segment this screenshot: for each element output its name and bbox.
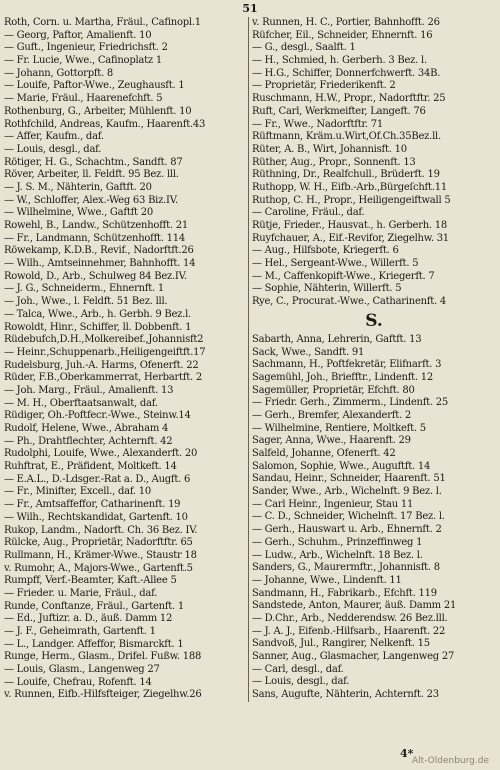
directory-entry: Sagemühl, Joh., Briefftr., Lindenft. 12 [252, 371, 434, 383]
directory-entry: — Friedr. Gerh., Zimmerm., Lindenft. 25 [252, 397, 449, 409]
signature-mark: 4* [400, 747, 414, 760]
directory-entry: Röver, Arbeiter, ll. Feldft. 95 Bez. lll. [4, 169, 179, 181]
directory-entry: Rüther, Aug., Propr., Sonnenft. 13 [252, 156, 416, 168]
directory-entry: — Louis, Glasm., Langenweg 27 [4, 664, 160, 676]
directory-entry: — Fr., Landmann, Schützenhofft. 114 [4, 232, 186, 244]
directory-entry: — C. D., Schneider, Wichelnft. 17 Bez. l. [252, 511, 445, 523]
directory-entry: — Frieder. u. Marie, Fräul., daf. [4, 587, 158, 599]
directory-entry: — Sophie, Nähterin, Willerft. 5 [252, 283, 402, 295]
directory-entry: — Joh. Marg., Fräul., Amalienft. 13 [4, 384, 174, 396]
directory-entry: — Ed., Juftizr. a. D., äuß. Damm 12 [4, 613, 173, 625]
directory-entry: Rudolphi, Louife, Wwe., Alexanderft. 20 [4, 448, 198, 460]
right-column-r-entries [252, 17, 496, 309]
directory-entry: — G., desgl., Saalft. 1 [252, 42, 356, 54]
directory-entry: Sachmann, H., Poftfekretär, Elifnarft. 3 [252, 359, 442, 371]
directory-entry: — Carl, desgl., daf. [252, 663, 344, 675]
directory-entry: — J. G., Schneiderm., Ehnernft. 1 [4, 283, 165, 295]
directory-entry: Sandvoß, Jul., Rangirer, Nelkenft. 15 [252, 638, 430, 650]
directory-entry: Sagemüller, Proprietär, Efchft. 80 [252, 384, 415, 396]
directory-entry: — J. F., Geheimrath, Gartenft. 1 [4, 626, 156, 637]
directory-entry: — Fr., Minifter, Excell., daf. 10 [4, 486, 152, 498]
directory-entry: — Johanne, Wwe., Lindenft. 11 [252, 574, 402, 586]
directory-entry: — Fr., Amtsaffeffor, Catharinenft. 19 [4, 499, 181, 511]
directory-entry: — Louis, desgl., daf. [4, 143, 102, 155]
directory-entry: — Hel., Sergeant-Wwe., Willerft. 5 [252, 258, 419, 270]
directory-entry: Rüdiger, Oh.-Poftfecr.-Wwe., Steinw.14 [4, 410, 191, 422]
directory-entry: Rye, C., Procurat.-Wwe., Catharinenft. 4 [252, 296, 446, 308]
directory-entry: — Georg, Paftor, Amalienft. 10 [4, 29, 152, 41]
directory-entry: Rüter, A. B., Wirt, Johannisft. 10 [252, 143, 407, 155]
directory-entry: Sandau, Heinr., Schneider, Haarenft. 51 [252, 473, 446, 485]
directory-entry: Runge, Herm., Glasm., Drifel. Fußw. 188 [4, 651, 202, 663]
directory-entry: — Wilh., Rechtskandidat, Gartenft. 10 [4, 511, 188, 523]
directory-entry: — Talca, Wwe., Arb., h. Gerbh. 9 Bez.l. [4, 308, 191, 320]
directory-entry: Rowehl, B., Landw., Schützenhofft. 21 [4, 220, 188, 231]
directory-entry: Ruft, Carl, Werkmeifter, Langeft. 76 [252, 105, 426, 117]
directory-entry: Rothfchild, Andreas, Kaufm., Haarenft.43 [4, 118, 206, 130]
directory-entry: Rudolf, Helene, Wwe., Abraham 4 [4, 423, 169, 434]
directory-entry: — Joh., Wwe., l. Feldft. 51 Bez. lll. [4, 296, 168, 308]
directory-entry: — E.A.L., D.-Ldsger.-Rat a. D., Augft. 6 [4, 473, 191, 485]
directory-entry: — Gerh., Hauswart u. Arb., Ehnernft. 2 [252, 524, 442, 536]
directory-entry: Rüthning, Dr., Realfchull., Brüderft. 19 [252, 169, 440, 181]
directory-entry: — W., Schloffer, Alex.-Weg 63 Biz.IV. [4, 194, 178, 206]
directory-entry: Rullmann, H., Krämer-Wwe., Staustr 18 [4, 549, 197, 561]
directory-entry: — Fr., Wwe., Nadorftftr. 71 [252, 118, 383, 130]
directory-entry: Rüdebufch,D.H.,Molkereibef.,Johannisft2 [4, 334, 204, 346]
directory-entry: Röwekamp, K.D.B., Revif., Nadorftft.26 [4, 245, 194, 257]
directory-entry: Runde, Conftanze, Fräul., Gartenft. 1 [4, 600, 185, 612]
page-number: 51 [242, 2, 258, 15]
directory-entry: — Ludw., Arb., Wichelnft. 18 Bez. l. [252, 549, 423, 561]
directory-entry: — Louife, Chefrau, Rofenft. 14 [4, 676, 152, 688]
directory-entry: Sanders, G., Maurermftr., Johannisft. 8 [252, 562, 440, 574]
directory-entry: — Affer, Kaufm., daf. [4, 131, 104, 143]
left-column [4, 17, 249, 702]
directory-entry: Ruyfchauer, A., Eif.-Revifor, Ziegelhw. 31 [252, 232, 449, 244]
directory-entry: — Marie, Fräul., Haarenefchft. 5 [4, 93, 163, 105]
directory-entry: v. Rumohr, A., Majors-Wwe., Gartenft.5 [4, 562, 193, 574]
directory-entry: — J. S. M., Nähterin, Gaftft. 20 [4, 181, 152, 193]
directory-entry: Rüfcher, Eil., Schneider, Ehnernft. 16 [252, 29, 433, 41]
directory-entry: Rötiger, H. G., Schachtm., Sandft. 87 [4, 156, 183, 168]
directory-entry: — H., Schmied, h. Gerberh. 3 Bez. l. [252, 55, 427, 67]
directory-entry: — Wilhelmine, Rentiere, Moltkeft. 5 [252, 422, 426, 434]
directory-entry: — Guft., Ingenieur, Friedrichsft. 2 [4, 42, 168, 54]
directory-entry: Ruhftrat, E., Präfident, Moltkeft. 14 [4, 461, 177, 473]
directory-entry: Rukop, Landm., Nadorft. Ch. 36 Bez. IV. [4, 524, 198, 536]
directory-entry: — Caroline, Fräul., daf. [252, 207, 365, 219]
directory-entry: Rumpff, Verf.-Beamter, Kaft.-Allee 5 [4, 575, 177, 587]
directory-entry: — Gerh., Schuhm., Prinzeffinweg 1 [252, 536, 423, 548]
directory-entry: — Johann, Gottorpft. 8 [4, 67, 114, 79]
directory-entry: Sager, Anna, Wwe., Haarenft. 29 [252, 435, 411, 447]
directory-entry: Rowold, D., Arb., Schulweg 84 Bez.IV. [4, 270, 187, 282]
directory-entry: v. Runnen, Eifb.-Hilfsfteiger, Ziegelhw.26 [4, 689, 202, 701]
directory-entry: Rülcke, Aug., Proprietär, Nadorftftr. 65 [4, 537, 193, 549]
directory-entry: Sabarth, Anna, Lehrerin, Gaftft. 13 [252, 333, 422, 345]
directory-entry: — Proprietär, Friederikenft. 2 [252, 80, 396, 92]
directory-entry: — Ph., Drahtflechter, Achternft. 42 [4, 435, 173, 447]
directory-entry: Rowoldt, Hinr., Schiffer, ll. Dobbenft. 1 [4, 321, 192, 333]
directory-entry: Ruschmann, H.W., Propr., Nadorftftr. 25 [252, 93, 446, 105]
directory-entry: Rothenburg, G., Arbeiter, Mühlenft. 10 [4, 105, 192, 117]
directory-entry: Rudelsburg, Juh.-A. Harms, Ofenerft. 22 [4, 359, 199, 371]
watermark: Alt-Oldenburg.de [412, 756, 490, 766]
directory-entry: Sandmann, H., Fabrikarb., Efchft. 119 [252, 587, 437, 599]
directory-entry: — M. H., Oberftaatsanwalt, daf. [4, 397, 158, 409]
directory-entry: Rüder, F.B.,Oberkammerrat, Herbartft. 2 [4, 372, 202, 384]
directory-entry: — Louife, Paftor-Wwe., Zeughausft. 1 [4, 80, 185, 92]
directory-entry: — Wilh., Amtseinnehmer, Bahnhofft. 14 [4, 258, 196, 270]
directory-entry: Rütje, Frieder., Hausvat., h. Gerberh. 18 [252, 220, 448, 231]
directory-entry: Sandstede, Anton, Maurer, äuß. Damm 21 [252, 600, 457, 612]
directory-entry: — D.Chr., Arb., Nedderendsw. 26 Bez.lll. [252, 612, 448, 624]
section-letter-s: S. [365, 310, 383, 331]
directory-entry: Sander, Wwe., Arb., Wichelnft. 9 Bez. l. [252, 486, 442, 498]
directory-entry: — Aug., Hilfsbote, Kriegerft. 6 [252, 245, 399, 257]
directory-entry: Ruthop, C. H., Propr., Heiligengeiftwall 5 [252, 194, 451, 206]
directory-entry: — Louis, desgl., daf. [252, 676, 350, 688]
directory-columns [4, 17, 496, 702]
right-column [249, 17, 496, 702]
directory-entry: Sack, Wwe., Sandft. 91 [252, 346, 365, 358]
directory-entry: — M., Caffenkopift-Wwe., Kriegerft. 7 [252, 270, 435, 282]
directory-entry: — Wilhelmine, Wwe., Gaftft 20 [4, 207, 153, 219]
directory-entry: Salomon, Sophie, Wwe., Auguftft. 14 [252, 460, 431, 472]
directory-entry: Roth, Corn. u. Martha, Fräul., Cafinopl.1 [4, 17, 201, 28]
directory-entry: — Fr. Lucie, Wwe., Cafinoplatz 1 [4, 55, 162, 67]
directory-entry: Ruthopp, W. H., Eifb.-Arb.,Bürgeſchft.11 [252, 181, 447, 193]
directory-entry: Rüftmann, Kräm.u.Wirt,Of.Ch.35Bez.ll. [252, 131, 441, 143]
directory-entry: Sans, Augufte, Nähterin, Achternft. 23 [252, 689, 439, 701]
right-column-s-entries [252, 334, 496, 702]
directory-entry: Salfeld, Johanne, Ofenerft. 42 [252, 448, 396, 459]
directory-entry: v. Runnen, H. C., Portier, Bahnhofft. 26 [252, 17, 440, 28]
directory-entry: — Heinr.,Schuppenarb.,Heiligengeiftft.17 [4, 346, 206, 358]
directory-entry: — L., Landger. Affeffor, Bismarckft. 1 [4, 638, 184, 650]
directory-entry: — J. A. J., Eifenb.-Hilfsarb., Haarenft. 22 [252, 625, 446, 637]
directory-entry: — Carl Heinr., Ingenieur, Stau 11 [252, 498, 414, 510]
directory-entry: Sanner, Aug., Glasmacher, Langenweg 27 [252, 651, 455, 662]
directory-entry: — H.G., Schiffer, Donnerfchwerft. 34B. [252, 67, 441, 79]
directory-entry: — Gerh., Bremfer, Alexanderft. 2 [252, 409, 411, 421]
